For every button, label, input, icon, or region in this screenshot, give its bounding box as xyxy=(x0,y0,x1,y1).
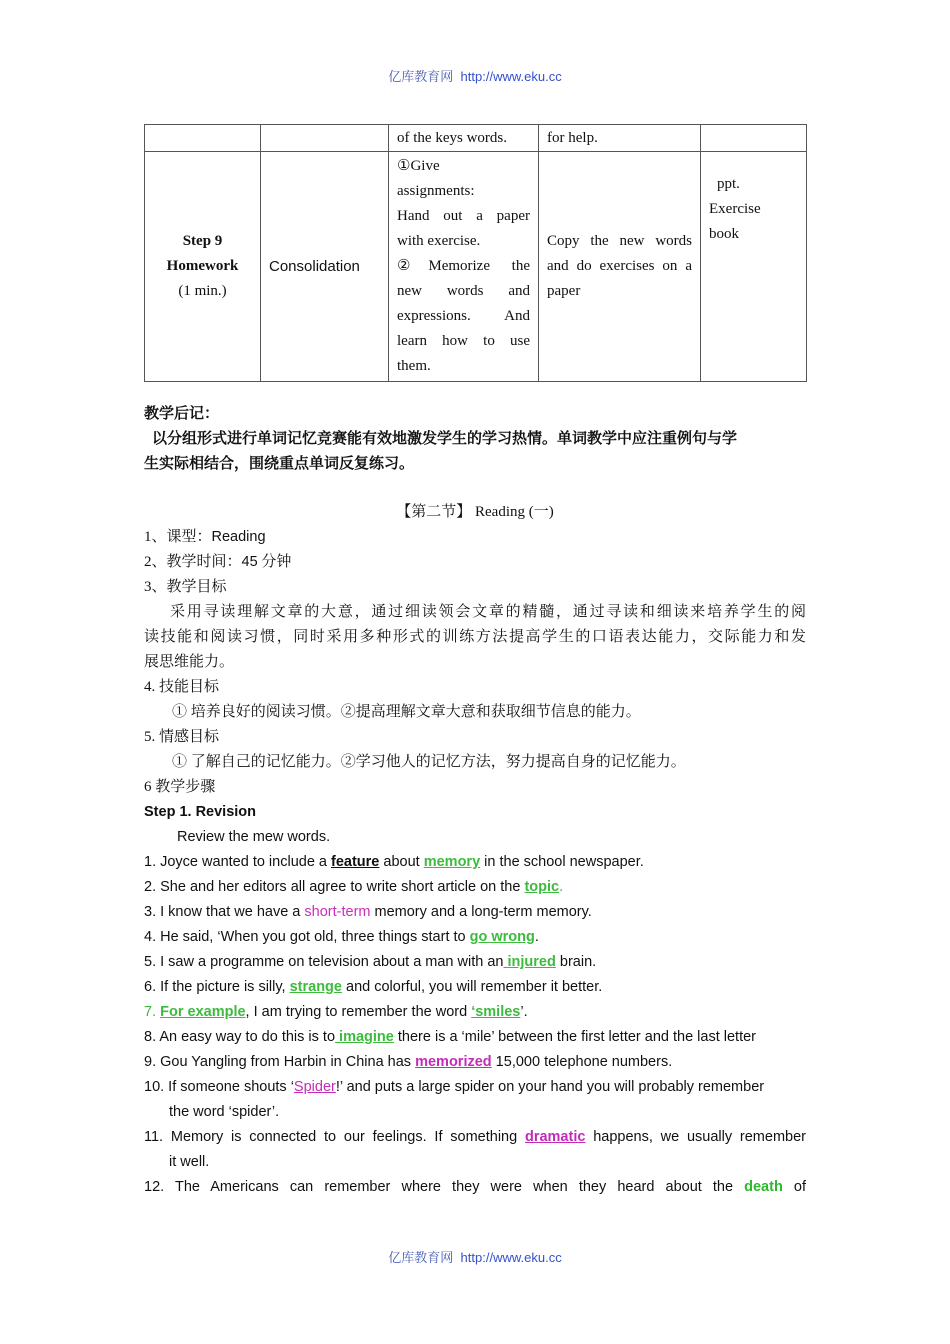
teacher-line: Hand out a paper xyxy=(397,208,530,224)
lesson-body xyxy=(144,525,806,1200)
step-time: (1 min.) xyxy=(178,283,227,299)
goal-title: 3、教学目标 xyxy=(144,579,227,595)
header-url[interactable]: http://www.eku.cc xyxy=(460,69,562,84)
notes-title: 教学后记： xyxy=(144,406,220,422)
course-time-label: 2、教学时间： xyxy=(144,554,242,570)
keyword: topic xyxy=(524,879,560,895)
footer-site: 亿库教育网 xyxy=(388,1250,454,1265)
keyword: Spider xyxy=(293,1079,336,1095)
list-item: 9. Gou Yangling from Harbin in China has memorized 15,000 telephone numbers. xyxy=(144,1054,673,1070)
list-item: 12. The Americans can remember where they were when they heard about the death of xyxy=(144,1179,806,1195)
teacher-line: learn how to use xyxy=(397,333,530,349)
course-time-unit: 分钟 xyxy=(257,554,292,570)
table-cell xyxy=(701,125,807,152)
teacher-line: ①Give xyxy=(397,158,440,174)
keyword: imagine xyxy=(335,1029,394,1045)
header-site: 亿库教育网 xyxy=(388,69,454,84)
keyword: feature xyxy=(331,854,380,870)
section-title: 【第二节】 Reading (一) xyxy=(396,504,554,520)
list-item: 1. Joyce wanted to include a feature about memory in the school newspaper. xyxy=(144,854,644,870)
keyword: dramatic xyxy=(524,1129,586,1145)
resource-line: book xyxy=(709,226,739,242)
page-footer xyxy=(0,1247,950,1266)
resource-line: ppt. xyxy=(717,176,740,192)
step1-intro: Review the mew words. xyxy=(177,829,331,845)
table-cell xyxy=(145,125,261,152)
step-number: Step 9 xyxy=(182,233,223,249)
keyword: death xyxy=(744,1179,783,1195)
goal-text: 读技能和阅读习惯，同时采用多种形式的训练方法提高学生的口语表达能力，交际能力和发 xyxy=(144,629,806,645)
course-type-label: 1、课型： xyxy=(144,529,212,545)
teacher-line: expressions. And xyxy=(397,308,530,324)
list-item: 5. I saw a programme on television about a man with an injured brain. xyxy=(144,954,597,970)
step-cell xyxy=(145,152,261,382)
student-line: and do exercises on a xyxy=(547,258,692,274)
list-item: 7. For example, I am trying to remember the word ‘smiles’. xyxy=(144,1004,528,1020)
course-time xyxy=(144,550,806,575)
resource-cell xyxy=(701,152,807,382)
list-item: 6. If the picture is silly, strange and colorful, you will remember it better. xyxy=(144,979,603,995)
keyword: For example xyxy=(160,1004,246,1020)
step1-title: Step 1. Revision xyxy=(144,804,257,820)
step-name: Homework xyxy=(166,258,239,274)
emotion-text: ① 了解自己的记忆能力。②学习他人的记忆方法，努力提高自身的记忆能力。 xyxy=(172,754,686,770)
keyword: injured xyxy=(503,954,556,970)
teacher-line: ②Memorize the xyxy=(397,258,530,274)
goal-text: 展思维能力。 xyxy=(144,654,235,670)
keyword: ‘smiles xyxy=(471,1004,521,1020)
notes-line: 以分组形式进行单词记忆竞赛能有效地激发学生的学习热情。单词教学中应注重例句与学 xyxy=(152,431,738,447)
list-item: 11. Memory is connected to our feelings. If something dramatic happens, we usually remember xyxy=(144,1129,806,1145)
list-item: 2. She and her editors all agree to write short article on the topic. xyxy=(144,879,564,895)
teacher-line: assignments: xyxy=(397,183,475,199)
student-activity-cell xyxy=(539,152,701,382)
course-time-value: 45 xyxy=(241,554,258,570)
steps-title: 6 教学步骤 xyxy=(144,779,216,795)
notes-line: 生实际相结合，围绕重点单词反复练习。 xyxy=(144,456,415,472)
keyword: strange xyxy=(289,979,342,995)
student-line: Copy the new words xyxy=(547,233,692,249)
table-cell xyxy=(261,125,389,152)
lesson-table xyxy=(144,124,807,382)
list-item: 10. If someone shouts ‘Spider!’ and puts a large spider on your hand you will probably remember xyxy=(144,1079,765,1095)
resource-line: Exercise xyxy=(709,201,761,217)
page-header xyxy=(0,66,950,85)
goal-text: 采用寻读理解文章的大意，通过细读领会文章的精髓，通过寻读和细读来培养学生的阅 xyxy=(170,604,806,620)
keyword: short-term xyxy=(304,904,371,920)
keyword: memory xyxy=(423,854,481,870)
skill-text: ① 培养良好的阅读习惯。②提高理解文章大意和获取细节信息的能力。 xyxy=(172,704,641,720)
course-type-value: Reading xyxy=(211,529,266,545)
table-cell: for help. xyxy=(539,125,701,152)
table-row xyxy=(145,125,807,152)
footer-url[interactable]: http://www.eku.cc xyxy=(460,1250,562,1265)
keyword: memorized xyxy=(415,1054,492,1070)
table-row xyxy=(145,152,807,382)
skill-title: 4. 技能目标 xyxy=(144,679,220,695)
teacher-activity-cell xyxy=(389,152,539,382)
teaching-notes xyxy=(144,402,806,477)
student-line: paper xyxy=(547,283,581,299)
list-item: 4. He said, ‘When you got old, three things start to go wrong. xyxy=(144,929,539,945)
emotion-title: 5. 情感目标 xyxy=(144,729,220,745)
table-cell: of the keys words. xyxy=(389,125,539,152)
teacher-line: with exercise. xyxy=(397,233,481,249)
teacher-line: new words and xyxy=(397,283,530,299)
list-item-continued: it well. xyxy=(169,1154,210,1170)
course-type xyxy=(144,525,806,550)
stage-cell: Consolidation xyxy=(261,152,389,382)
list-item: 8. An easy way to do this is to imagine there is a ‘mile’ between the first letter and the last letter xyxy=(144,1029,756,1045)
keyword: go wrong xyxy=(469,929,535,945)
list-item: 3. I know that we have a short-term memory and a long-term memory. xyxy=(144,904,592,920)
list-item-continued: the word ‘spider’. xyxy=(169,1104,280,1120)
teacher-line: them. xyxy=(397,358,431,374)
